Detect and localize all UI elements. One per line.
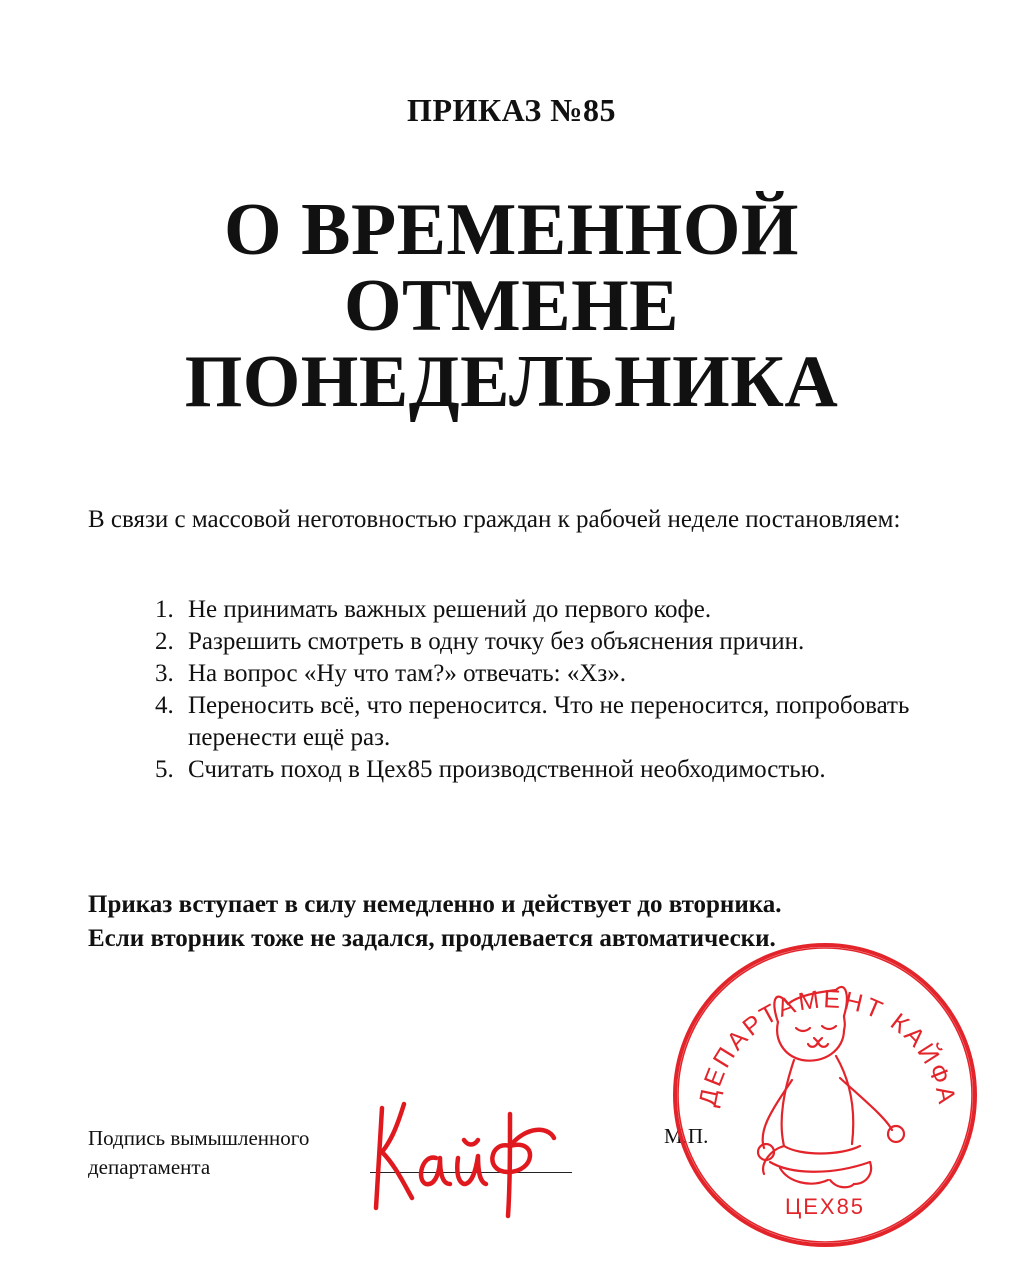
title-line: ПОНЕДЕЛЬНИКА	[184, 341, 839, 423]
item-text: Не принимать важных решений до первого кофе.	[188, 596, 712, 623]
stamp-top-text: ДЕПАРТАМЕНТ КАЙФА	[693, 985, 962, 1109]
list-item	[155, 658, 935, 690]
handwritten-signature	[360, 1080, 570, 1220]
signature-label	[88, 1124, 309, 1182]
item-number: 5.	[155, 756, 174, 783]
page-title	[0, 189, 1023, 423]
list-item	[155, 626, 935, 658]
item-number: 1.	[155, 596, 174, 623]
list-item	[155, 594, 935, 626]
list-item	[155, 690, 935, 754]
order-number: ПРИКАЗ №85	[407, 92, 616, 128]
preamble-text: В связи с массовой неготовностью граждан к рабочей неделе постановляем:	[88, 506, 901, 533]
closing-line: Приказ вступает в силу немедленно и действует до вторника.	[88, 891, 782, 918]
stamp-seal	[660, 930, 990, 1260]
decree-items-list	[155, 594, 935, 786]
item-number: 4.	[155, 692, 174, 719]
list-item	[155, 754, 935, 786]
item-text: Переносить всё, что переносится. Что не переносится, попробовать перенести ещё раз.	[188, 692, 910, 751]
item-text: Считать поход в Цех85 производственной необходимостью.	[188, 756, 826, 783]
stamp-bottom-text: ЦЕХ85	[784, 1194, 866, 1219]
title-line: О ВРЕМЕННОЙ	[224, 189, 799, 271]
signature-label-line: департамента	[88, 1155, 211, 1179]
mp-label: М.П.	[664, 1124, 709, 1148]
item-text: Разрешить смотреть в одну точку без объяснения причин.	[188, 628, 805, 655]
item-number: 3.	[155, 660, 174, 687]
item-text: На вопрос «Ну что там?» отвечать: «Хз».	[188, 660, 627, 687]
signature-label-line: Подпись вымышленного	[88, 1126, 310, 1150]
title-line: ОТМЕНЕ	[343, 265, 680, 347]
closing-line: Если вторник тоже не задался, продлевается автоматически.	[88, 925, 776, 952]
item-number: 2.	[155, 628, 174, 655]
